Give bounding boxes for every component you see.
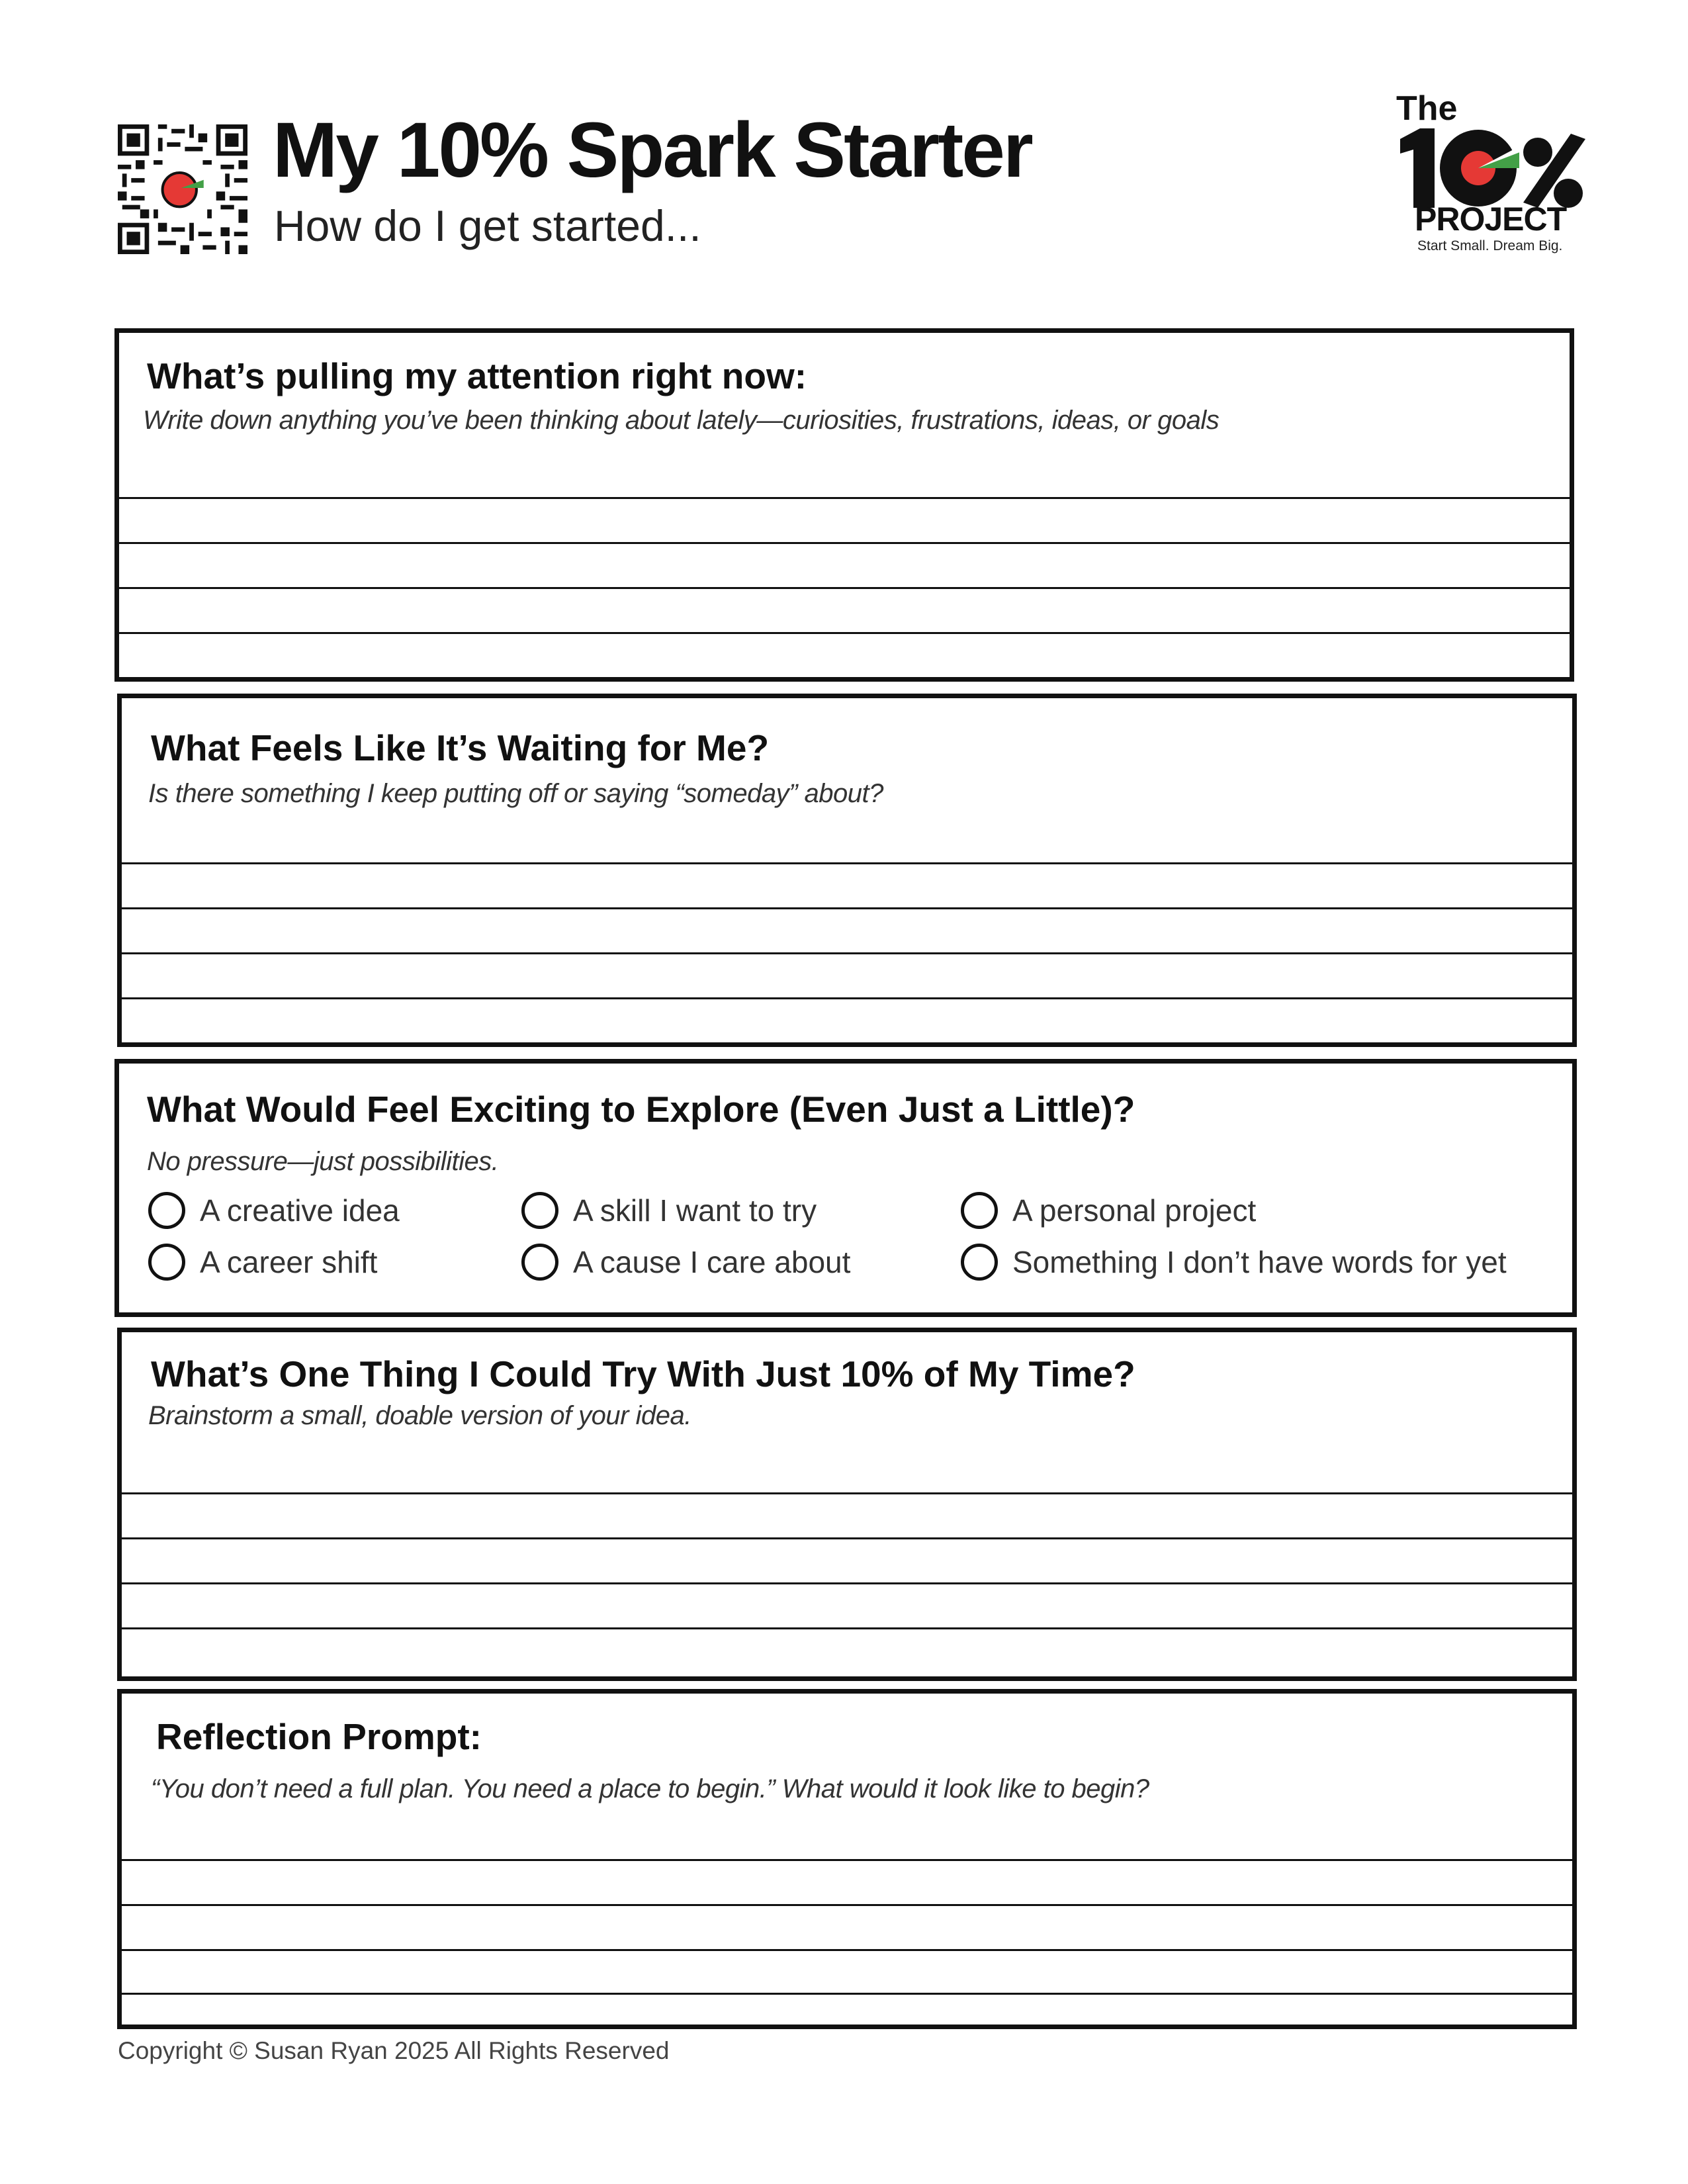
section-title: What Feels Like It’s Waiting for Me? <box>151 727 770 768</box>
writing-line[interactable] <box>122 997 1572 999</box>
option-creative-idea[interactable] <box>148 1192 400 1229</box>
option-cause[interactable] <box>521 1244 850 1281</box>
writing-line[interactable] <box>119 632 1570 634</box>
section-prompt: No pressure—just possibilities. <box>147 1147 499 1176</box>
option-label: A creative idea <box>200 1193 400 1228</box>
section-title: What Would Feel Exciting to Explore (Even Just a Little)? <box>147 1089 1135 1130</box>
radio-circle-icon[interactable] <box>521 1192 558 1229</box>
section-title: What’s pulling my attention right now: <box>147 355 807 396</box>
radio-circle-icon[interactable] <box>148 1192 185 1229</box>
writing-line[interactable] <box>122 1627 1572 1629</box>
section-prompt: Is there something I keep putting off or saying “someday” about? <box>148 779 883 808</box>
writing-line[interactable] <box>122 1949 1572 1951</box>
radio-circle-icon[interactable] <box>521 1244 558 1281</box>
writing-line[interactable] <box>122 1537 1572 1539</box>
radio-circle-icon[interactable] <box>961 1192 998 1229</box>
page-subtitle: How do I get started... <box>274 201 701 250</box>
logo-tagline: Start Small. Dream Big. <box>1417 238 1563 253</box>
section-reflection <box>117 1689 1577 2029</box>
writing-line[interactable] <box>122 907 1572 909</box>
section-ten-percent <box>117 1328 1577 1681</box>
writing-line[interactable] <box>122 1582 1572 1584</box>
section-prompt: Brainstorm a small, doable version of your idea. <box>148 1401 691 1430</box>
logo-project-text: PROJECT <box>1415 201 1567 238</box>
section-explore <box>114 1059 1577 1317</box>
option-career-shift[interactable] <box>148 1244 377 1281</box>
option-label: A personal project <box>1012 1193 1257 1228</box>
option-label: A career shift <box>200 1245 378 1279</box>
writing-line[interactable] <box>122 1859 1572 1861</box>
option-label: A skill I want to try <box>573 1193 817 1228</box>
writing-line[interactable] <box>122 1492 1572 1494</box>
page-title: My 10% Spark Starter <box>273 107 1032 194</box>
qr-code-icon <box>118 124 247 254</box>
section-attention <box>114 328 1574 682</box>
writing-line[interactable] <box>122 1993 1572 1995</box>
writing-line[interactable] <box>122 862 1572 864</box>
section-prompt: “You don’t need a full plan. You need a place to begin.” What would it look like to begin? <box>151 1774 1149 1803</box>
writing-line[interactable] <box>119 542 1570 544</box>
radio-circle-icon[interactable] <box>961 1244 998 1281</box>
option-label: A cause I care about <box>573 1245 851 1279</box>
option-personal-project[interactable] <box>961 1192 1256 1229</box>
option-label: Something I don’t have words for yet <box>1012 1245 1507 1279</box>
radio-circle-icon[interactable] <box>148 1244 185 1281</box>
section-title: What’s One Thing I Could Try With Just 10% of My Time? <box>151 1353 1135 1394</box>
logo-the-text: The <box>1396 89 1458 128</box>
writing-line[interactable] <box>119 587 1570 589</box>
writing-line[interactable] <box>119 497 1570 499</box>
writing-line[interactable] <box>122 1904 1572 1906</box>
section-waiting <box>117 694 1577 1047</box>
logo <box>1390 91 1588 258</box>
writing-line[interactable] <box>122 952 1572 954</box>
logo-10-percent-mark <box>1394 124 1585 210</box>
copyright-notice: Copyright © Susan Ryan 2025 All Rights Reserved <box>118 2037 670 2064</box>
section-prompt: Write down anything you’ve been thinking about lately—curiosities, frustrations, ideas, or goals <box>143 406 1220 435</box>
option-skill[interactable] <box>521 1192 817 1229</box>
option-something-else[interactable] <box>961 1244 1507 1281</box>
section-title: Reflection Prompt: <box>156 1716 482 1757</box>
